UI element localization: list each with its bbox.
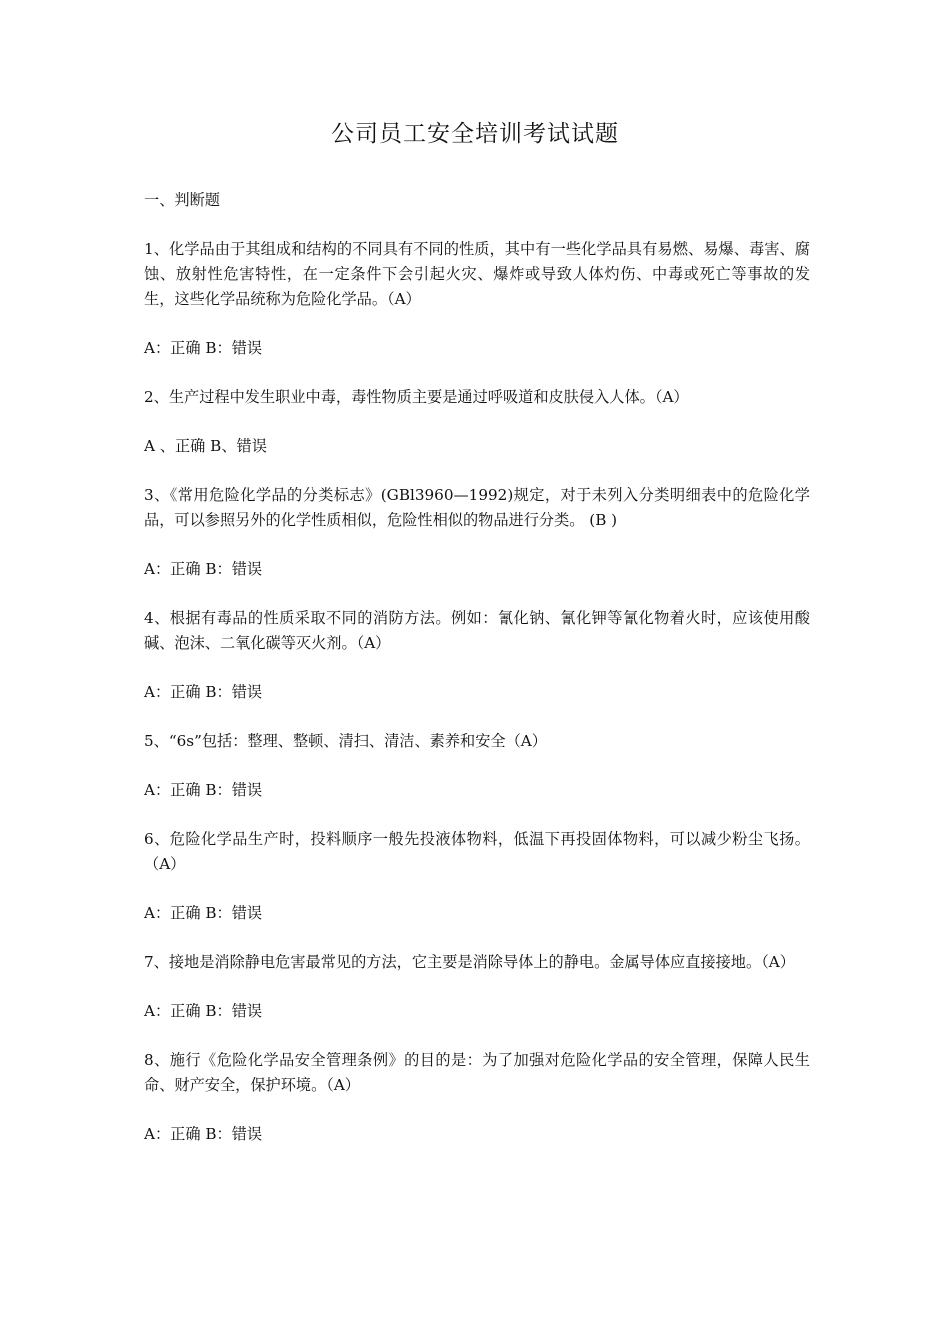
question-3-options: A：正确 B：错误 [144,560,263,578]
question-7-options: A：正确 B：错误 [144,1002,263,1020]
question-6-options: A：正确 B：错误 [144,904,263,922]
question-1-options: A：正确 B：错误 [144,339,263,357]
question-8-options: A：正确 B：错误 [144,1125,263,1143]
document-title: 公司员工安全培训考试试题 [331,121,619,147]
question-3-text: 3、《常用危险化学品的分类标志》(GBl3960—1992)规定，对于未列入分类明细表中的危险化学品，可以参照另外的化学性质相似，危险性相似的物品进行分类。 (B ) [144,486,810,529]
question-6-text: 6、危险化学品生产时，投料顺序一般先投液体物料，低温下再投固体物料，可以减少粉尘飞扬。（A） [144,830,810,873]
document-body [144,188,810,1171]
question-5-options: A：正确 B：错误 [144,781,263,799]
question-2-options: A 、正确 B、错误 [144,437,267,455]
question-5-text: 5、“6s”包括：整理、整顿、清扫、清洁、素养和安全（A） [144,732,547,750]
question-1-text: 1、化学品由于其组成和结构的不同具有不同的性质，其中有一些化学品具有易燃、易爆、毒害、腐蚀、放射性危害特性，在一定条件下会引起火灾、爆炸或导致人体灼伤、中毒或死亡等事故的发生，这些化学品统称为危险化学品。（A） [144,240,810,308]
question-4-text: 4、根据有毒品的性质采取不同的消防方法。例如：氰化钠、氰化钾等氰化物着火时，应该使用酸碱、泡沫、二氧化碳等灭火剂。（A） [144,609,810,652]
question-8-text: 8、施行《危险化学品安全管理条例》的目的是：为了加强对危险化学品的安全管理，保障人民生命、财产安全，保护环境。（A） [144,1051,810,1094]
question-2-text: 2、生产过程中发生职业中毒，毒性物质主要是通过呼吸道和皮肤侵入人体。（A） [144,388,689,406]
section-heading: 一、判断题 [144,191,220,209]
question-4-options: A：正确 B：错误 [144,683,263,701]
question-7-text: 7、接地是消除静电危害最常见的方法，它主要是消除导体上的静电。金属导体应直接接地。（A） [144,953,795,971]
